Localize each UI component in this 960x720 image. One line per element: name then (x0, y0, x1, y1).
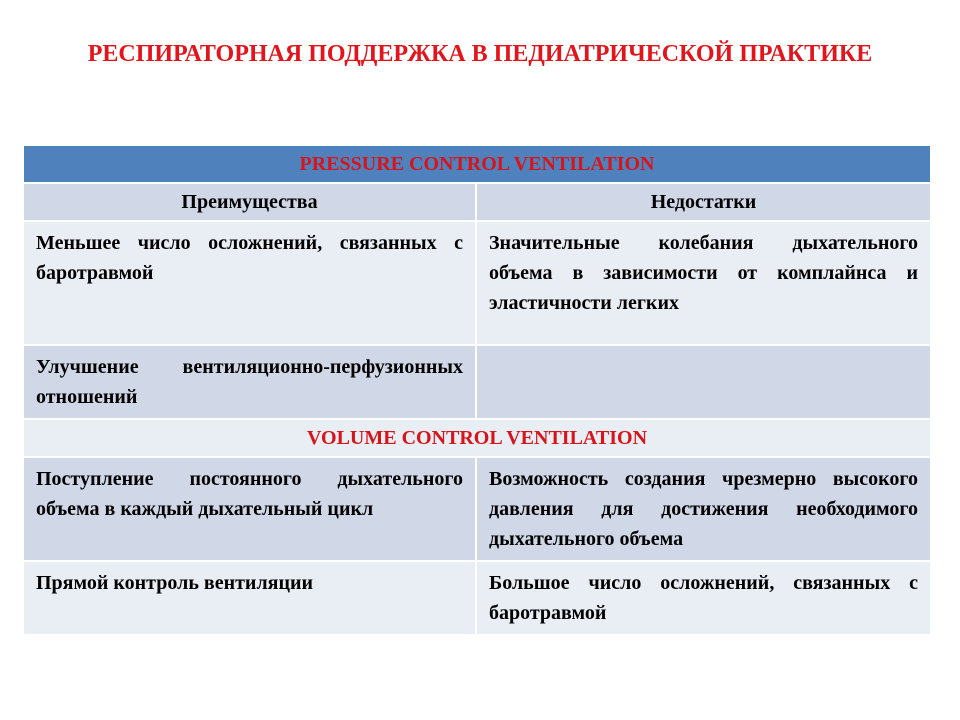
table-row (23, 561, 931, 635)
table-cell: Прямой контроль вентиляции (23, 561, 476, 635)
table-row (23, 345, 931, 419)
comparison-table (22, 144, 932, 636)
column-header-disadvantages: Недостатки (476, 183, 931, 221)
section-row (23, 145, 931, 183)
header-row (23, 183, 931, 221)
table-cell: Возможность создания чрезмерно высокого давления для достижения необходимого дыхательного объема (476, 457, 931, 561)
section-title-pressure-control: PRESSURE CONTROL VENTILATION (23, 145, 931, 183)
table-cell: Большое число осложнений, связанных с баротравмой (476, 561, 931, 635)
table-cell (476, 345, 931, 419)
section-row (23, 419, 931, 457)
table-cell: Значительные колебания дыхательного объема в зависимости от комплайнса и эластичности легких (476, 221, 931, 345)
table-cell: Меньшее число осложнений, связанных с баротравмой (23, 221, 476, 345)
slide-title: РЕСПИРАТОРНАЯ ПОДДЕРЖКА В ПЕДИАТРИЧЕСКОЙ ПРАКТИКЕ (87, 41, 873, 67)
column-header-advantages: Преимущества (23, 183, 476, 221)
table-row (23, 457, 931, 561)
table-cell: Поступление постоянного дыхательного объема в каждый дыхательный цикл (23, 457, 476, 561)
table-row (23, 221, 931, 345)
section-title-volume-control: VOLUME CONTROL VENTILATION (23, 419, 931, 457)
table-cell: Улучшение вентиляционно-перфузионных отношений (23, 345, 476, 419)
